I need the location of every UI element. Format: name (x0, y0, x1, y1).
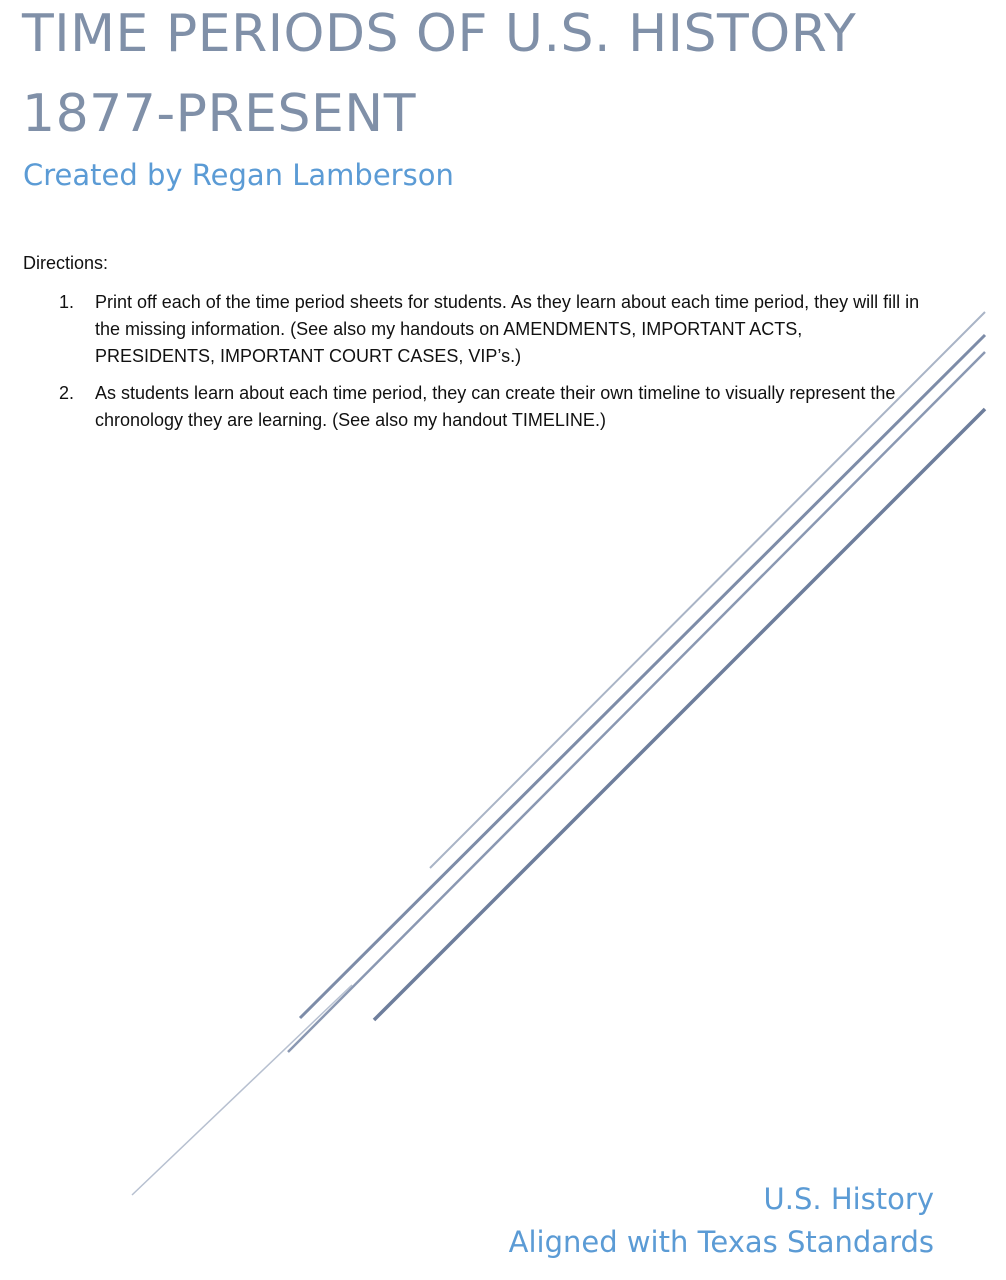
directions-item-number: 2. (59, 383, 75, 403)
document-title-line-1: TIME PERIODS OF U.S. HISTORY (22, 4, 857, 64)
footer (509, 1178, 934, 1264)
document-title-line-2: 1877-PRESENT (22, 84, 416, 144)
directions-item-text: Print off each of the time period sheets for students. As they learn about each time period, they will fill in the missing information. (See also my handouts on AMENDMENTS, IMPORTANT ACTS, PRESIDENTS, IMPORTANT COURT CASES, VIP’s.) (95, 292, 920, 366)
diagonal-line (288, 352, 985, 1052)
diagonal-line (300, 335, 985, 1018)
diagonal-line (374, 409, 985, 1020)
author-subtitle: Created by Regan Lamberson (23, 158, 454, 192)
diagonal-line (430, 312, 985, 868)
directions-item-text: As students learn about each time period, they can create their own timeline to visually represent the chronology they are learning. (See also my handout TIMELINE.) (95, 383, 896, 430)
footer-standards: Aligned with Texas Standards (508, 1225, 934, 1259)
diagonal-line (132, 985, 352, 1195)
directions-heading: Directions: (23, 253, 109, 273)
footer-course: U.S. History (763, 1182, 934, 1216)
directions-item-number: 1. (59, 292, 75, 312)
